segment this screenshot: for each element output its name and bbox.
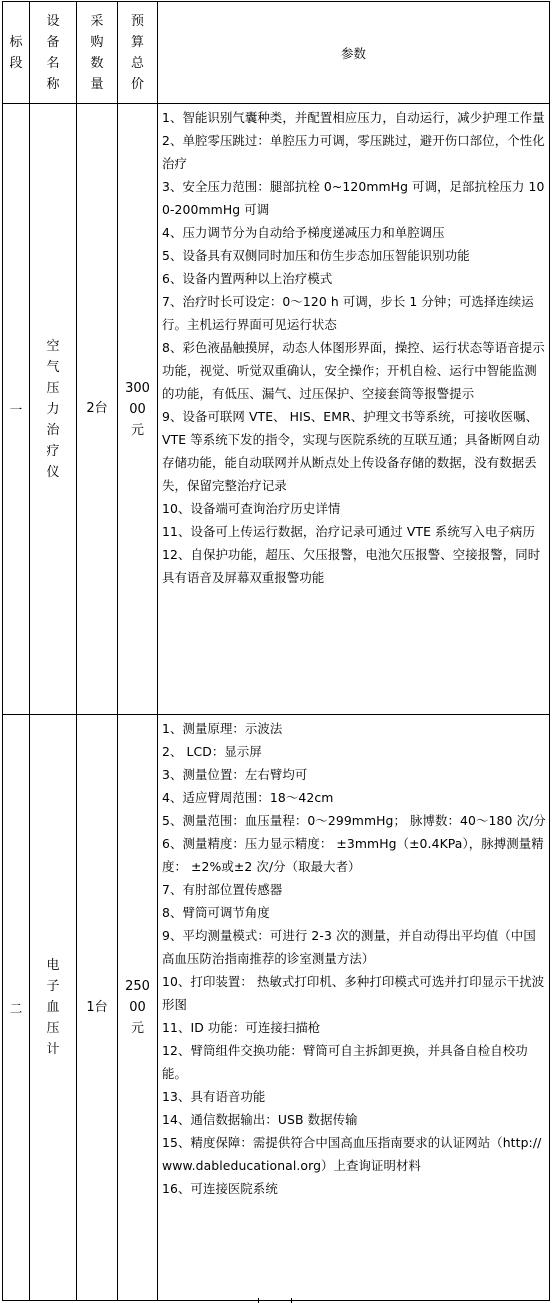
equipment-name-char: 压 — [46, 1021, 60, 1036]
param-item: 5、测量范围：血压量程：0～299mmHg； 脉博数：40～180 次/分 — [162, 813, 546, 828]
param-item: 2、 LCD：显示屏 — [162, 744, 262, 759]
header-budget-char: 价 — [130, 76, 144, 92]
header-section-char: 段 — [9, 55, 23, 71]
param-item: 12、臂筒组件交换功能：臂筒可自主拆卸更换，并具备自检自校功能。 — [162, 1043, 528, 1081]
header-quantity-char: 采 — [90, 13, 104, 29]
equipment-name-char: 气 — [46, 359, 60, 375]
equipment-name-char: 空 — [46, 338, 60, 354]
header-equipment-name — [30, 2, 77, 104]
param-item: 3、测量位置：左右臂均可 — [162, 767, 308, 782]
equipment-name-char: 子 — [46, 979, 60, 994]
param-item: 13、具有语音功能 — [162, 1089, 266, 1104]
param-item: 1、智能识别气囊种类，并配置相应压力，自动运行，减少护理工作量 — [162, 110, 545, 125]
param-item: 4、压力调节分为自动给予梯度递减压力和单腔调压 — [162, 225, 445, 240]
equipment-name-char: 力 — [46, 401, 60, 417]
budget-fragment: 250 — [125, 979, 150, 994]
param-item: 7、有肘部位置传感器 — [162, 882, 283, 897]
param-item: 12、自保护功能，超压、欠压报警，电池欠压报警、空接报警，同时具有语音及屏幕双重报警功能 — [162, 547, 541, 585]
header-section-char: 标 — [9, 34, 23, 50]
quantity-value: 2台 — [86, 401, 108, 416]
procurement-table — [2, 1, 550, 1301]
budget-fragment: 元 — [130, 1021, 144, 1036]
equipment-name-char: 治 — [46, 422, 60, 438]
section-cell — [3, 104, 30, 715]
header-budget-char: 预 — [130, 13, 144, 29]
param-item: 6、设备内置两种以上治疗模式 — [162, 271, 333, 286]
params-cell — [158, 715, 550, 1301]
header-name-char: 称 — [46, 76, 60, 92]
equipment-name-char: 压 — [46, 380, 60, 396]
quantity-value: 1台 — [86, 999, 108, 1015]
param-item: 8、臂筒可调节角度 — [162, 905, 270, 920]
header-quantity — [77, 2, 118, 104]
param-item: 2、单腔零压跳过：单腔压力可调，零压跳过，避开伤口部位，个性化治疗 — [162, 133, 545, 171]
quantity-cell — [77, 104, 118, 715]
params-list — [162, 106, 546, 589]
header-name-char: 备 — [46, 34, 60, 50]
equipment-name-cell — [30, 104, 77, 715]
param-item: 14、通信数据输出：USB 数据传输 — [162, 1112, 358, 1127]
param-item: 8、彩色液晶触摸屏，动态人体图形界面，操控、运行状态等语音提示功能，视觉、听觉双重确认，安全操作；开机自检、运行中智能监测的功能，有低压、漏气、过压保护、空接套筒等报警提示 — [162, 340, 545, 401]
table-row — [3, 715, 550, 1301]
params-list — [162, 717, 546, 1200]
header-row — [3, 2, 550, 104]
param-item: 10、打印装置： 热敏式打印机、多种打印模式可选并打印显示干扰波形图 — [162, 974, 545, 1012]
param-item: 9、设备可联网 VTE、 HIS、EMR、护理文书等系统，可接收医嘱、VTE 等系统下发的指令，实现与医院系统的互联互通；具备断网自动存储功能，能自动联网并从断点处上传设备存储的数据，没有数据丢失，保留完整治疗记录 — [162, 409, 540, 493]
equipment-name-char: 计 — [46, 1042, 60, 1057]
header-budget — [118, 2, 158, 104]
section-cell — [3, 715, 30, 1301]
params-cell — [158, 104, 550, 715]
header-name-char: 设 — [46, 13, 60, 29]
param-item: 16、可连接医院系统 — [162, 1181, 278, 1196]
param-item: 6、测量精度：压力显示精度： ±3mmHg（±0.4KPa），脉搏测量精度： ±2%或±2 次/分（取最大者） — [162, 836, 544, 874]
budget-cell — [118, 104, 158, 715]
param-item: 4、适应臂周范围：18～42cm — [162, 790, 334, 805]
header-params — [158, 2, 550, 104]
page-mark — [291, 1298, 292, 1303]
budget-fragment: 00 — [129, 401, 146, 417]
section-number: 二 — [9, 1000, 23, 1016]
param-item: 11、设备可上传运行数据，治疗记录可通过 VTE 系统写入电子病历 — [162, 524, 535, 539]
header-budget-char: 算 — [130, 34, 144, 50]
header-budget-char: 总 — [130, 55, 144, 71]
header-quantity-char: 购 — [90, 34, 104, 50]
section-number: 一 — [9, 402, 23, 417]
param-item: 9、平均测量模式：可进行 2-3 次的测量，并自动得出平均值（中国高血压防治指南推荐的诊室测量方法） — [162, 928, 536, 966]
header-quantity-char: 数 — [90, 55, 104, 71]
equipment-name-char: 仪 — [46, 464, 60, 480]
budget-cell — [118, 715, 158, 1301]
header-name-char: 名 — [46, 55, 60, 71]
equipment-name-char: 疗 — [46, 443, 60, 459]
header-quantity-char: 量 — [90, 76, 104, 92]
param-item: 11、ID 功能：可连接扫描枪 — [162, 1020, 321, 1035]
param-item: 5、设备具有双侧同时加压和仿生步态加压智能识别功能 — [162, 248, 470, 263]
param-item: 7、治疗时长可设定：0～120 h 可调，步长 1 分钟；可选择连续运行。主机运行界面可见运行状态 — [162, 294, 534, 332]
equipment-name-cell — [30, 715, 77, 1301]
page-mark — [258, 1298, 259, 1303]
quantity-cell — [77, 715, 118, 1301]
table-row — [3, 104, 550, 715]
budget-fragment: 00 — [129, 1000, 146, 1015]
header-params-label: 参数 — [340, 45, 366, 61]
budget-fragment: 元 — [130, 422, 144, 438]
param-item: 10、设备端可查询治疗历史详情 — [162, 501, 341, 516]
budget-fragment: 300 — [125, 380, 150, 396]
equipment-name-char: 电 — [46, 958, 60, 973]
header-section — [3, 2, 30, 104]
param-item: 15、精度保障：需提供符合中国高血压指南要求的认证网站（http://www.dableducational.org）上查询证明材料 — [162, 1135, 542, 1173]
equipment-name-char: 血 — [46, 1000, 60, 1015]
param-item: 3、安全压力范围：腿部抗栓 0~120mmHg 可调，足部抗栓压力 100-200mmHg 可调 — [162, 179, 545, 217]
param-item: 1、测量原理：示波法 — [162, 721, 283, 736]
